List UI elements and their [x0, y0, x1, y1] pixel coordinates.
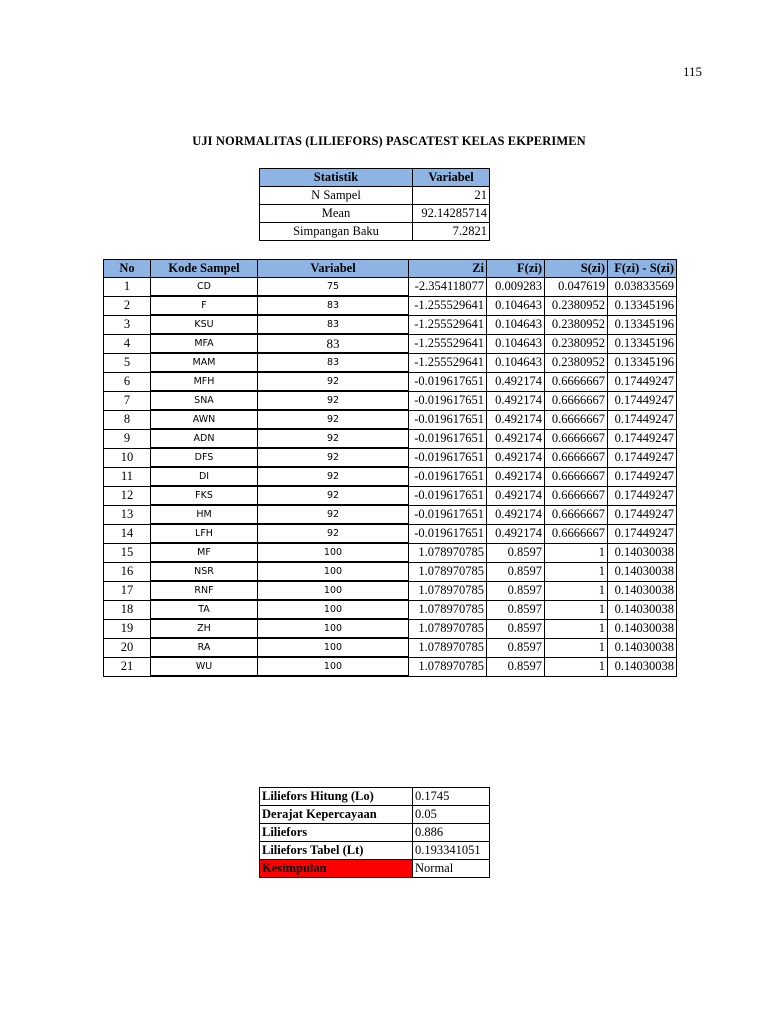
cell-fzi: 0.8597	[487, 562, 545, 581]
cell-zi: 1.078970785	[409, 600, 487, 619]
cell-variabel: 92	[258, 372, 409, 391]
table-row	[104, 353, 677, 372]
result-value: Normal	[413, 860, 490, 878]
cell-szi: 0.6666667	[545, 486, 608, 505]
cell-fzi-szi: 0.14030038	[608, 638, 677, 657]
cell-variabel: 92	[258, 486, 409, 505]
document-title: UJI NORMALITAS (LILIEFORS) PASCATEST KELAS EKPERIMEN	[192, 134, 586, 148]
result-row	[260, 824, 490, 842]
cell-zi: -2.354118077	[409, 278, 487, 297]
table-row	[104, 657, 677, 676]
cell-szi: 0.6666667	[545, 524, 608, 543]
result-row	[260, 806, 490, 824]
table-row	[104, 410, 677, 429]
cell-fzi-szi: 0.14030038	[608, 543, 677, 562]
cell-fzi-szi: 0.17449247	[608, 524, 677, 543]
cell-no: 20	[104, 638, 151, 657]
cell-variabel: 92	[258, 467, 409, 486]
cell-szi: 0.6666667	[545, 429, 608, 448]
col-header-szi: S(zi)	[545, 260, 608, 278]
liliefors-result-table	[259, 787, 490, 878]
stats-row	[260, 205, 490, 223]
cell-zi: 1.078970785	[409, 619, 487, 638]
col-header-fzi: F(zi)	[487, 260, 545, 278]
cell-fzi: 0.8597	[487, 657, 545, 676]
table-row	[104, 619, 677, 638]
table-row	[104, 372, 677, 391]
statistics-table	[259, 168, 490, 241]
cell-kode-sampel: F	[151, 296, 258, 315]
cell-fzi: 0.104643	[487, 334, 545, 353]
cell-fzi: 0.104643	[487, 353, 545, 372]
cell-variabel: 100	[258, 543, 409, 562]
cell-no: 7	[104, 391, 151, 410]
cell-zi: -0.019617651	[409, 486, 487, 505]
cell-fzi: 0.492174	[487, 391, 545, 410]
table-row	[104, 524, 677, 543]
cell-no: 6	[104, 372, 151, 391]
cell-kode-sampel: AWN	[151, 410, 258, 429]
col-header-no: No	[104, 260, 151, 278]
cell-szi: 0.2380952	[545, 334, 608, 353]
cell-szi: 1	[545, 600, 608, 619]
cell-variabel: 92	[258, 448, 409, 467]
cell-variabel: 100	[258, 638, 409, 657]
cell-fzi: 0.104643	[487, 315, 545, 334]
cell-variabel: 100	[258, 581, 409, 600]
table-row	[104, 543, 677, 562]
table-row	[104, 638, 677, 657]
cell-fzi: 0.492174	[487, 486, 545, 505]
cell-zi: -0.019617651	[409, 391, 487, 410]
table-row	[104, 467, 677, 486]
result-label: Liliefors Tabel (Lt)	[260, 842, 413, 860]
cell-no: 8	[104, 410, 151, 429]
cell-no: 17	[104, 581, 151, 600]
cell-variabel: 100	[258, 619, 409, 638]
table-row	[104, 296, 677, 315]
cell-zi: -0.019617651	[409, 372, 487, 391]
cell-fzi-szi: 0.17449247	[608, 467, 677, 486]
page-number: 115	[682, 64, 702, 79]
cell-variabel: 83	[258, 334, 409, 353]
cell-fzi: 0.104643	[487, 296, 545, 315]
cell-fzi-szi: 0.13345196	[608, 353, 677, 372]
table-row	[104, 486, 677, 505]
cell-fzi: 0.492174	[487, 410, 545, 429]
cell-zi: -1.255529641	[409, 334, 487, 353]
result-label: Kesimpulan	[260, 860, 413, 878]
cell-zi: -1.255529641	[409, 353, 487, 372]
cell-szi: 0.6666667	[545, 372, 608, 391]
cell-no: 21	[104, 657, 151, 676]
result-row	[260, 842, 490, 860]
cell-kode-sampel: SNA	[151, 391, 258, 410]
cell-fzi-szi: 0.14030038	[608, 581, 677, 600]
stats-value: 21	[413, 187, 490, 205]
cell-fzi-szi: 0.17449247	[608, 505, 677, 524]
cell-no: 5	[104, 353, 151, 372]
cell-fzi: 0.492174	[487, 429, 545, 448]
cell-fzi: 0.8597	[487, 638, 545, 657]
cell-fzi-szi: 0.13345196	[608, 315, 677, 334]
table-row	[104, 278, 677, 297]
stats-row	[260, 187, 490, 205]
cell-fzi: 0.492174	[487, 448, 545, 467]
col-header-kode-sampel: Kode Sampel	[151, 260, 258, 278]
cell-kode-sampel: HM	[151, 505, 258, 524]
cell-zi: 1.078970785	[409, 581, 487, 600]
cell-variabel: 100	[258, 600, 409, 619]
cell-fzi-szi: 0.14030038	[608, 619, 677, 638]
cell-variabel: 100	[258, 562, 409, 581]
cell-no: 12	[104, 486, 151, 505]
cell-variabel: 83	[258, 315, 409, 334]
cell-kode-sampel: MF	[151, 543, 258, 562]
result-label: Liliefors	[260, 824, 413, 842]
cell-kode-sampel: MFH	[151, 372, 258, 391]
cell-fzi-szi: 0.13345196	[608, 296, 677, 315]
cell-szi: 1	[545, 581, 608, 600]
cell-no: 13	[104, 505, 151, 524]
result-label: Derajat Kepercayaan	[260, 806, 413, 824]
cell-fzi-szi: 0.17449247	[608, 448, 677, 467]
col-header-zi: Zi	[409, 260, 487, 278]
cell-kode-sampel: DFS	[151, 448, 258, 467]
cell-fzi: 0.8597	[487, 581, 545, 600]
cell-variabel: 92	[258, 391, 409, 410]
cell-zi: -0.019617651	[409, 505, 487, 524]
cell-zi: -0.019617651	[409, 448, 487, 467]
table-row	[104, 429, 677, 448]
result-value: 0.1745	[413, 788, 490, 806]
cell-no: 19	[104, 619, 151, 638]
cell-kode-sampel: WU	[151, 657, 258, 676]
cell-variabel: 100	[258, 657, 409, 676]
cell-kode-sampel: ADN	[151, 429, 258, 448]
cell-szi: 0.6666667	[545, 410, 608, 429]
result-row	[260, 860, 490, 878]
cell-fzi-szi: 0.13345196	[608, 334, 677, 353]
cell-fzi: 0.8597	[487, 543, 545, 562]
cell-kode-sampel: CD	[151, 278, 258, 297]
table-row	[104, 334, 677, 353]
cell-kode-sampel: KSU	[151, 315, 258, 334]
cell-no: 3	[104, 315, 151, 334]
cell-no: 16	[104, 562, 151, 581]
cell-zi: -0.019617651	[409, 410, 487, 429]
col-header-fzi-szi: F(zi) - S(zi)	[608, 260, 677, 278]
cell-no: 11	[104, 467, 151, 486]
cell-variabel: 83	[258, 353, 409, 372]
cell-no: 15	[104, 543, 151, 562]
stats-header-statistik: Statistik	[260, 169, 413, 187]
cell-szi: 1	[545, 657, 608, 676]
result-row	[260, 788, 490, 806]
cell-kode-sampel: LFH	[151, 524, 258, 543]
result-label: Liliefors Hitung (Lo)	[260, 788, 413, 806]
cell-fzi: 0.8597	[487, 619, 545, 638]
cell-kode-sampel: MFA	[151, 334, 258, 353]
cell-zi: 1.078970785	[409, 543, 487, 562]
cell-kode-sampel: ZH	[151, 619, 258, 638]
cell-variabel: 92	[258, 505, 409, 524]
table-row	[104, 448, 677, 467]
cell-zi: -0.019617651	[409, 429, 487, 448]
cell-kode-sampel: NSR	[151, 562, 258, 581]
cell-szi: 0.6666667	[545, 467, 608, 486]
result-value: 0.886	[413, 824, 490, 842]
cell-fzi: 0.492174	[487, 467, 545, 486]
cell-szi: 1	[545, 638, 608, 657]
stats-header-variabel: Variabel	[413, 169, 490, 187]
cell-szi: 1	[545, 562, 608, 581]
cell-zi: -0.019617651	[409, 524, 487, 543]
cell-szi: 1	[545, 543, 608, 562]
table-row	[104, 391, 677, 410]
cell-szi: 0.6666667	[545, 391, 608, 410]
table-row	[104, 315, 677, 334]
cell-szi: 0.2380952	[545, 315, 608, 334]
stats-label: N Sampel	[260, 187, 413, 205]
result-value: 0.193341051	[413, 842, 490, 860]
cell-fzi: 0.009283	[487, 278, 545, 297]
cell-variabel: 92	[258, 410, 409, 429]
col-header-variabel: Variabel	[258, 260, 409, 278]
table-row	[104, 505, 677, 524]
stats-label: Mean	[260, 205, 413, 223]
cell-fzi: 0.8597	[487, 600, 545, 619]
cell-variabel: 92	[258, 429, 409, 448]
cell-no: 14	[104, 524, 151, 543]
cell-variabel: 83	[258, 296, 409, 315]
cell-kode-sampel: MAM	[151, 353, 258, 372]
cell-fzi: 0.492174	[487, 372, 545, 391]
cell-no: 4	[104, 334, 151, 353]
table-row	[104, 581, 677, 600]
cell-no: 10	[104, 448, 151, 467]
cell-no: 2	[104, 296, 151, 315]
cell-szi: 1	[545, 619, 608, 638]
cell-kode-sampel: RA	[151, 638, 258, 657]
cell-variabel: 75	[258, 278, 409, 297]
normality-data-table	[103, 259, 677, 677]
stats-value: 92.14285714	[413, 205, 490, 223]
table-row	[104, 562, 677, 581]
cell-fzi-szi: 0.14030038	[608, 562, 677, 581]
cell-fzi-szi: 0.17449247	[608, 391, 677, 410]
cell-fzi-szi: 0.17449247	[608, 486, 677, 505]
cell-no: 1	[104, 278, 151, 297]
cell-zi: -0.019617651	[409, 467, 487, 486]
cell-fzi-szi: 0.14030038	[608, 600, 677, 619]
result-value: 0.05	[413, 806, 490, 824]
cell-kode-sampel: RNF	[151, 581, 258, 600]
cell-zi: 1.078970785	[409, 638, 487, 657]
cell-fzi: 0.492174	[487, 505, 545, 524]
cell-zi: 1.078970785	[409, 562, 487, 581]
table-row	[104, 600, 677, 619]
cell-fzi: 0.492174	[487, 524, 545, 543]
cell-szi: 0.2380952	[545, 353, 608, 372]
cell-fzi-szi: 0.17449247	[608, 410, 677, 429]
cell-no: 9	[104, 429, 151, 448]
cell-no: 18	[104, 600, 151, 619]
cell-fzi-szi: 0.14030038	[608, 657, 677, 676]
cell-fzi-szi: 0.17449247	[608, 429, 677, 448]
cell-kode-sampel: TA	[151, 600, 258, 619]
cell-kode-sampel: FKS	[151, 486, 258, 505]
cell-zi: -1.255529641	[409, 315, 487, 334]
cell-fzi-szi: 0.17449247	[608, 372, 677, 391]
stats-row	[260, 223, 490, 241]
stats-value: 7.2821	[413, 223, 490, 241]
cell-szi: 0.6666667	[545, 505, 608, 524]
cell-szi: 0.6666667	[545, 448, 608, 467]
cell-szi: 0.047619	[545, 278, 608, 297]
cell-fzi-szi: 0.03833569	[608, 278, 677, 297]
cell-szi: 0.2380952	[545, 296, 608, 315]
cell-variabel: 92	[258, 524, 409, 543]
cell-zi: -1.255529641	[409, 296, 487, 315]
stats-label: Simpangan Baku	[260, 223, 413, 241]
cell-kode-sampel: DI	[151, 467, 258, 486]
cell-zi: 1.078970785	[409, 657, 487, 676]
